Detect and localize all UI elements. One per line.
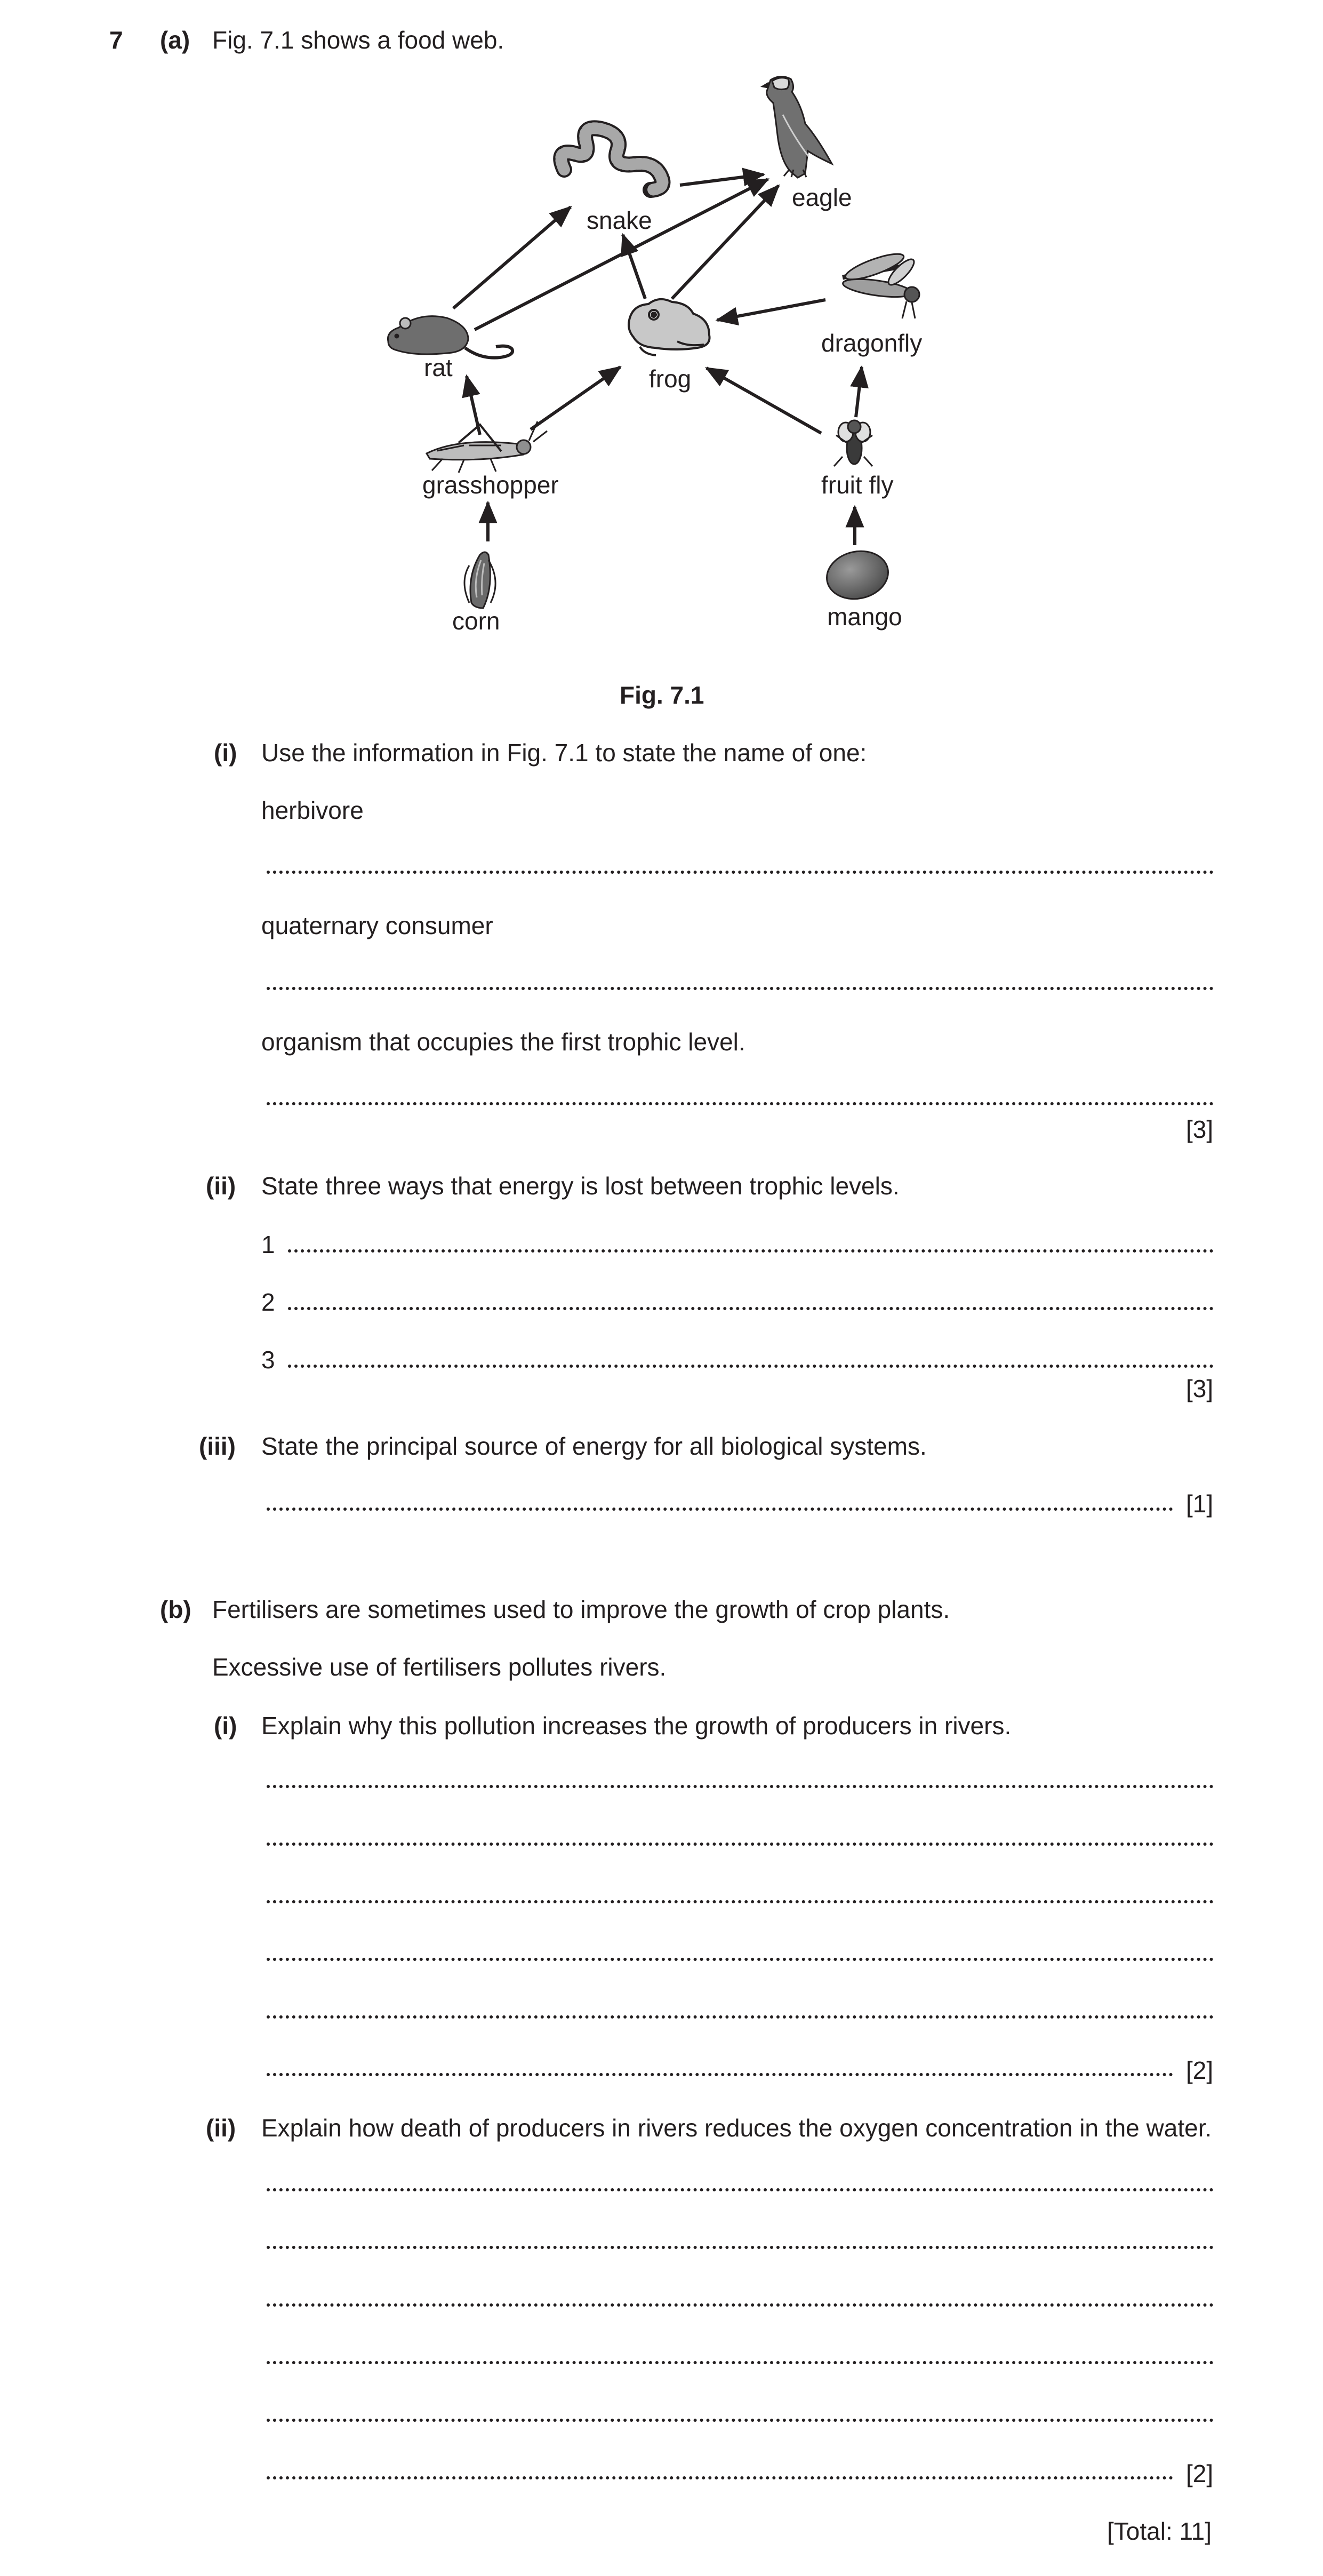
mango-icon bbox=[822, 546, 893, 604]
part-b-ii-answer-line-6[interactable] bbox=[267, 2476, 1173, 2479]
part-b-ii-answer-line-3[interactable] bbox=[267, 2303, 1214, 2307]
quaternary-answer-line[interactable] bbox=[267, 987, 1214, 990]
energy-loss-answer-line-1[interactable] bbox=[288, 1249, 1214, 1253]
energy-loss-number-2: 2 bbox=[261, 1288, 275, 1316]
part-b-i-answer-line-6[interactable] bbox=[267, 2073, 1173, 2076]
part-a-i-marks: [3] bbox=[1186, 1115, 1214, 1143]
part-a-label: (a) bbox=[160, 26, 190, 54]
part-b-ii-answer-line-2[interactable] bbox=[267, 2246, 1214, 2249]
figure-caption: Fig. 7.1 bbox=[620, 681, 704, 709]
dragonfly-icon bbox=[842, 249, 919, 318]
energy-source-answer-line[interactable] bbox=[267, 1508, 1173, 1511]
part-a-iii-prompt: State the principal source of energy for all biological systems. bbox=[261, 1432, 927, 1460]
arrow-rat-eagle bbox=[475, 179, 768, 330]
label-mango: mango bbox=[827, 603, 902, 631]
arrow-fruitfly-dragonfly bbox=[856, 367, 862, 417]
eagle-icon bbox=[763, 76, 832, 178]
arrow-fruitfly-frog bbox=[707, 368, 821, 433]
arrow-grasshopper-frog bbox=[531, 367, 620, 429]
question-number: 7 bbox=[109, 26, 123, 54]
part-b-label: (b) bbox=[160, 1596, 191, 1623]
label-fruit-fly: fruit fly bbox=[821, 471, 894, 499]
energy-loss-number-1: 1 bbox=[261, 1231, 275, 1258]
energy-loss-answer-line-2[interactable] bbox=[288, 1307, 1214, 1310]
label-frog: frog bbox=[649, 365, 692, 393]
first-level-label: organism that occupies the first trophic level. bbox=[261, 1028, 745, 1056]
label-corn: corn bbox=[452, 607, 500, 635]
part-a-ii-marks: [3] bbox=[1186, 1375, 1214, 1402]
energy-loss-number-3: 3 bbox=[261, 1346, 275, 1374]
part-b-ii-marks: [2] bbox=[1186, 2460, 1214, 2487]
part-a-ii-prompt: State three ways that energy is lost between trophic levels. bbox=[261, 1172, 900, 1200]
energy-loss-answer-line-3[interactable] bbox=[288, 1365, 1214, 1368]
part-b-i-marks: [2] bbox=[1186, 2056, 1214, 2084]
first-level-answer-line[interactable] bbox=[267, 1102, 1214, 1105]
label-grasshopper: grasshopper bbox=[422, 471, 559, 499]
part-b-i-answer-line-3[interactable] bbox=[267, 1900, 1214, 1903]
arrow-rat-snake bbox=[453, 207, 571, 308]
part-b-i-answer-line-2[interactable] bbox=[267, 1843, 1214, 1846]
arrow-dragonfly-frog bbox=[717, 300, 825, 320]
corn-icon bbox=[464, 552, 495, 608]
arrow-snake-eagle bbox=[680, 174, 764, 185]
part-b-ii-label: (ii) bbox=[206, 2114, 236, 2142]
part-b-i-prompt: Explain why this pollution increases the growth of producers in rivers. bbox=[261, 1712, 1012, 1740]
total-marks: [Total: 11] bbox=[1107, 2517, 1212, 2545]
rat-icon bbox=[388, 316, 512, 358]
part-b-intro-2: Excessive use of fertilisers pollutes rivers. bbox=[212, 1653, 667, 1681]
quaternary-label: quaternary consumer bbox=[261, 912, 493, 939]
label-snake: snake bbox=[587, 206, 652, 234]
part-b-intro-1: Fertilisers are sometimes used to improve the growth of crop plants. bbox=[212, 1596, 950, 1623]
part-a-i-label: (i) bbox=[214, 739, 237, 767]
herbivore-label: herbivore bbox=[261, 796, 364, 824]
part-a-intro: Fig. 7.1 shows a food web. bbox=[212, 26, 504, 54]
part-b-ii-answer-line-1[interactable] bbox=[267, 2188, 1214, 2191]
snake-icon bbox=[561, 128, 662, 190]
food-web-figure bbox=[0, 0, 1323, 693]
part-a-iii-marks: [1] bbox=[1186, 1490, 1214, 1518]
label-rat: rat bbox=[424, 354, 453, 381]
part-a-i-prompt: Use the information in Fig. 7.1 to state the name of one: bbox=[261, 739, 867, 767]
part-b-i-answer-line-4[interactable] bbox=[267, 1958, 1214, 1961]
label-eagle: eagle bbox=[792, 184, 852, 211]
grasshopper-icon bbox=[427, 421, 547, 473]
part-b-ii-answer-line-4[interactable] bbox=[267, 2361, 1214, 2364]
frog-icon bbox=[629, 299, 710, 355]
part-b-i-label: (i) bbox=[214, 1712, 237, 1740]
part-b-i-answer-line-5[interactable] bbox=[267, 2015, 1214, 2019]
herbivore-answer-line[interactable] bbox=[267, 871, 1214, 874]
part-a-ii-label: (ii) bbox=[206, 1172, 236, 1200]
part-b-i-answer-line-1[interactable] bbox=[267, 1785, 1214, 1788]
part-a-iii-label: (iii) bbox=[199, 1432, 236, 1460]
fruit-fly-icon bbox=[834, 420, 872, 466]
part-b-ii-answer-line-5[interactable] bbox=[267, 2419, 1214, 2422]
part-b-ii-prompt: Explain how death of producers in rivers reduces the oxygen concentration in the water. bbox=[261, 2114, 1212, 2142]
label-dragonfly: dragonfly bbox=[821, 329, 923, 357]
